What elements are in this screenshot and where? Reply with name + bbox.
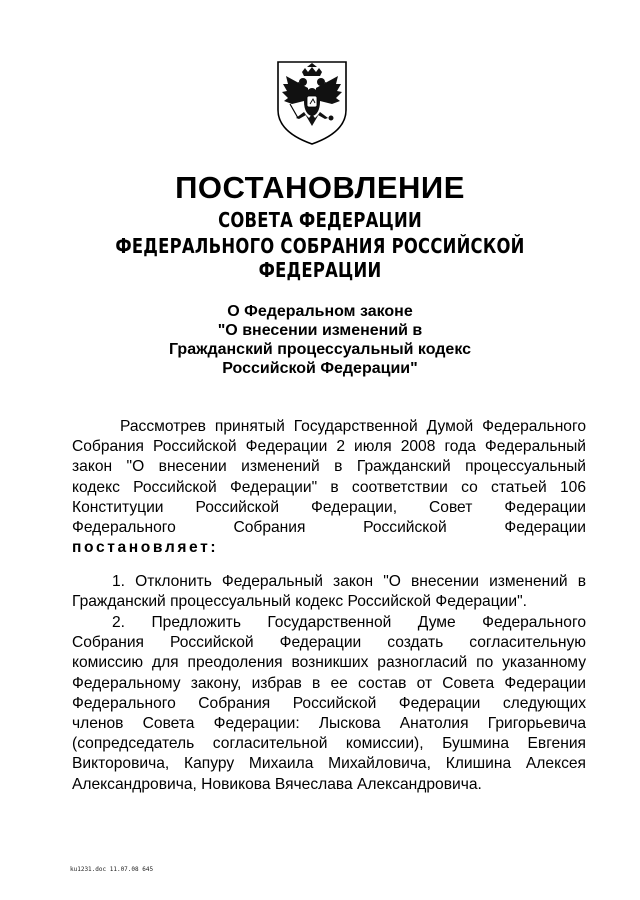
law-title-line: Российской Федерации" — [222, 360, 418, 377]
preamble-line: кодекс Российской Федерации" в соответствии со статьей 106 — [72, 478, 586, 496]
item-2-paragraph — [72, 613, 586, 795]
item-2-line: (сопредседатель согласительной комиссии), Бушмина Евгения — [72, 735, 586, 753]
preamble-line: Конституции Российской Федерации, Совет Федерации — [72, 498, 586, 516]
item-2-line: Александровича, Новикова Вячеслава Александровича. — [72, 775, 482, 793]
document-subtitle-council: СОВЕТА ФЕДЕРАЦИИ — [218, 208, 422, 232]
item-1-paragraph — [72, 572, 586, 612]
coat-of-arms-icon — [274, 58, 350, 148]
item-2-line: Викторовича, Капуру Михаила Михайловича, Клишина Алексея — [72, 755, 586, 773]
item-2-line: Федерального Собрания Российской Федерации следующих — [72, 694, 586, 712]
document-footer-code: ku1231.doc 11.07.08 645 — [70, 866, 154, 873]
item-2-line: Федеральному закону, избрав в ее состав от Совета Федерации — [72, 674, 586, 692]
law-title-line: "О внесении изменений в — [217, 322, 423, 339]
item-2-line: членов Совета Федерации: Лыскова Анатолия Григорьевича — [72, 715, 586, 733]
document-subtitle-assembly: ФЕДЕРАЛЬНОГО СОБРАНИЯ РОССИЙСКОЙ ФЕДЕРАЦИИ — [115, 234, 525, 282]
law-title-line: О Федеральном законе — [227, 303, 413, 320]
item-1-line: Гражданский процессуальный кодекс Российской Федерации". — [72, 593, 527, 611]
document-title: ПОСТАНОВЛЕНИЕ — [175, 170, 465, 205]
resolves-word: постановляет: — [72, 539, 219, 557]
law-title — [0, 302, 640, 378]
item-1-line: 1. Отклонить Федеральный закон "О внесении изменений в — [112, 573, 586, 590]
preamble-line: Федерального Собрания Российской Федерации — [72, 519, 586, 537]
preamble-line: закон "О внесении изменений в Гражданский процессуальный — [72, 458, 586, 476]
item-2-line: 2. Предложить Государственной Думе Федерального — [112, 614, 586, 631]
preamble-line: Рассмотрев принятый Государственной Думой Федерального — [120, 418, 586, 435]
preamble-line: Собрания Российской Федерации 2 июля 2008 года Федеральный — [72, 438, 586, 456]
item-2-line: комиссию для преодоления возникших разногласий по указанному — [72, 654, 586, 672]
item-2-line: Собрания Российской Федерации создать согласительную — [72, 634, 586, 652]
law-title-line: Гражданский процессуальный кодекс — [168, 341, 472, 358]
preamble-paragraph — [72, 417, 586, 558]
